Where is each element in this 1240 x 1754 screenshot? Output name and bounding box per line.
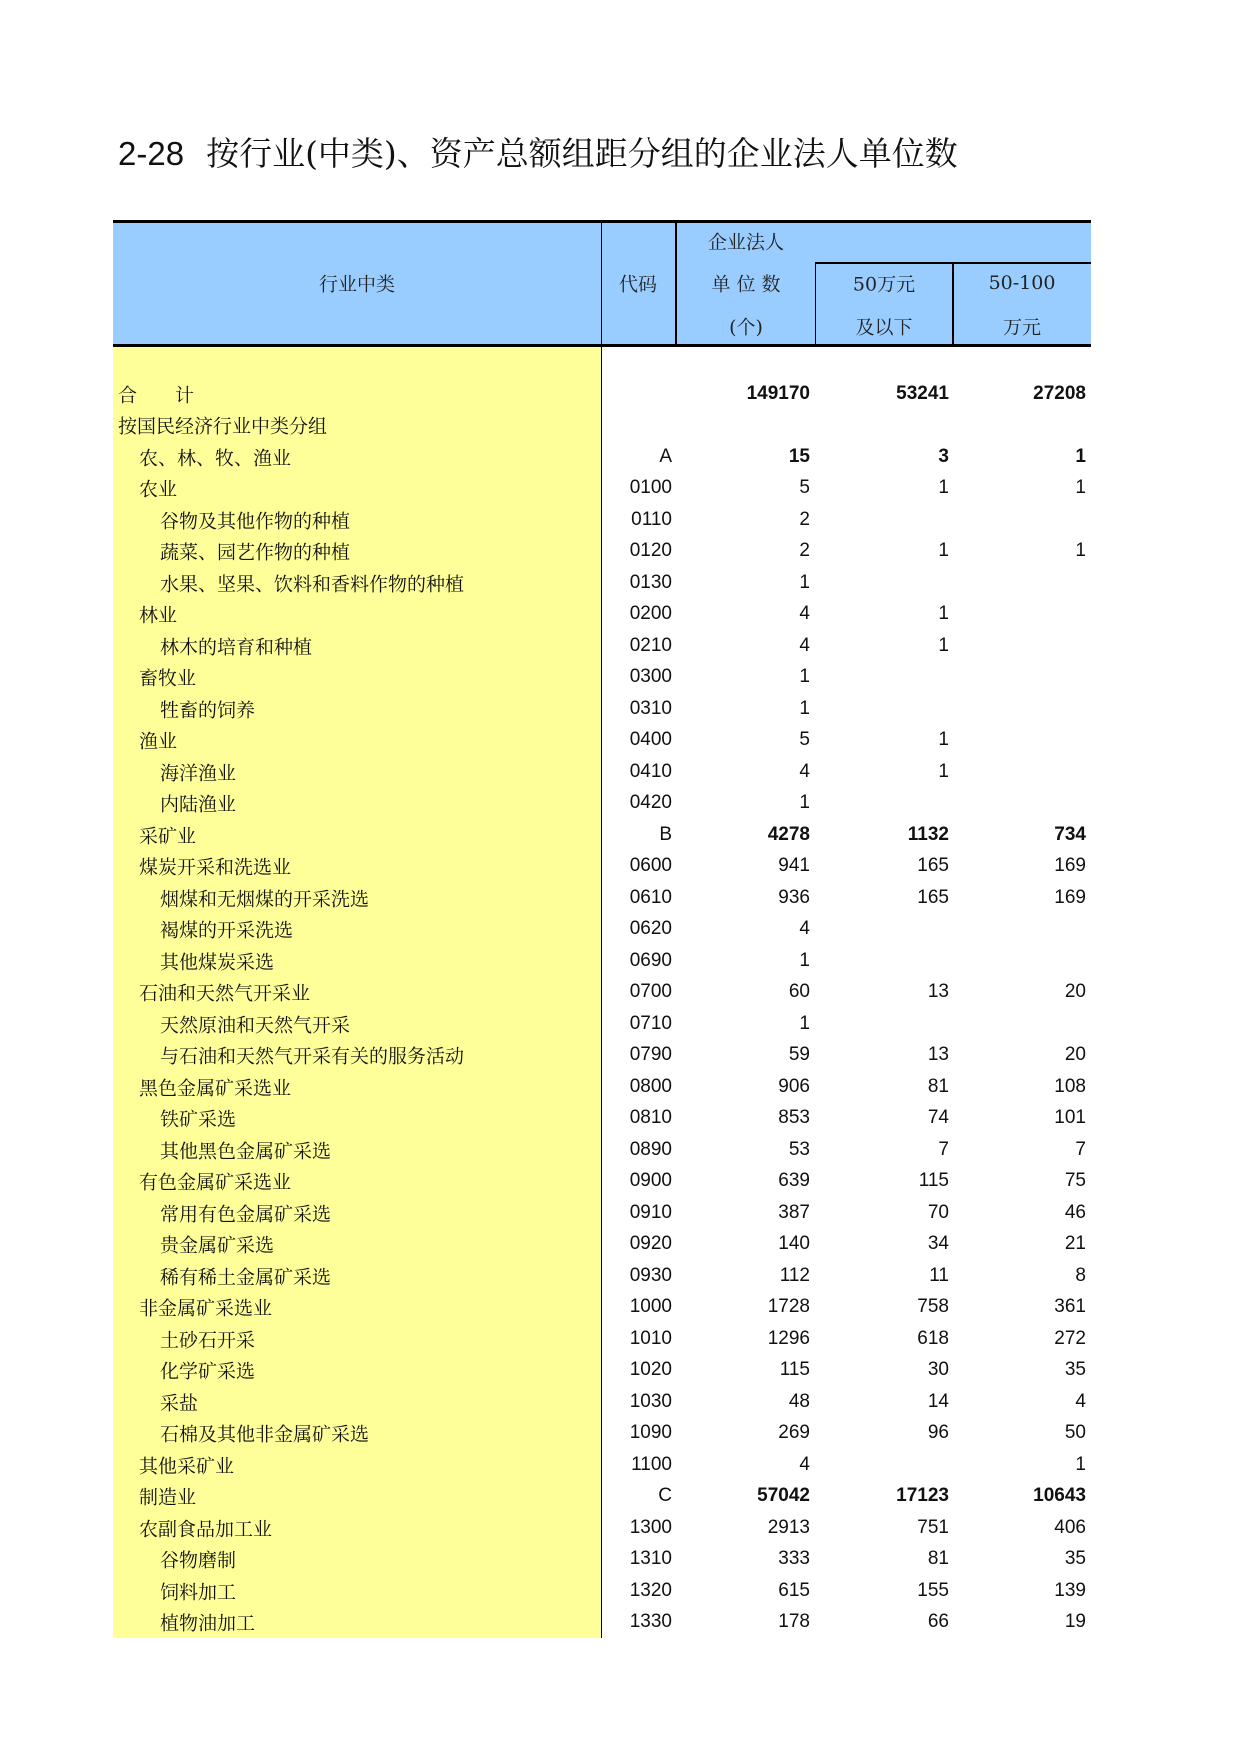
industry-code: 0130 [629,571,672,593]
count-50-100: 19 [1064,1611,1086,1633]
table-row [113,1103,1091,1135]
count-under-50: 70 [927,1201,949,1223]
industry-code: 0620 [629,918,672,940]
total-count: 15 [788,445,810,467]
total-count: 112 [779,1264,810,1286]
count-under-50: 7 [938,1138,949,1160]
total-count: 1 [799,571,810,593]
divider-col2-col3 [952,263,954,347]
total-count: 1 [799,949,810,971]
table-number: 2-28 [118,135,185,172]
table-row [113,410,1091,442]
industry-name: 采盐 [160,1392,199,1415]
count-under-50: 618 [917,1327,949,1349]
total-count: 2913 [767,1516,810,1538]
table-row [113,1481,1091,1513]
divider-total-col2 [815,263,816,347]
count-50-100: 101 [1054,1107,1086,1129]
count-under-50: 34 [927,1233,949,1255]
table-row [113,1575,1091,1607]
table-row [113,1260,1091,1292]
industry-code: 1000 [629,1296,672,1318]
header-total-line1: 企业法人 [707,231,785,254]
table-row [113,1323,1091,1355]
divider-subheader [815,262,1091,264]
industry-code: 1090 [629,1422,672,1444]
count-under-50: 165 [917,855,949,877]
industry-code: 0910 [629,1201,672,1223]
industry-code: 1100 [631,1453,672,1475]
count-50-100: 1 [1075,477,1086,499]
industry-name: 土砂石开采 [160,1329,256,1352]
count-under-50: 751 [917,1516,949,1538]
count-50-100: 1 [1075,540,1086,562]
industry-name: 烟煤和无烟煤的开采洗选 [160,888,370,911]
table-row [113,788,1091,820]
table-row [113,1197,1091,1229]
count-50-100: 27208 [1033,382,1086,404]
count-50-100: 8 [1075,1264,1086,1286]
count-under-50: 96 [927,1422,949,1444]
industry-name: 其他煤炭采选 [160,951,275,974]
industry-name: 贵金属矿采选 [160,1234,275,1257]
total-count: 333 [778,1548,810,1570]
total-count: 57042 [757,1485,810,1507]
industry-code: 1320 [629,1579,672,1601]
count-under-50: 14 [927,1390,949,1412]
count-50-100: 169 [1054,886,1086,908]
industry-name: 采矿业 [139,825,197,848]
count-under-50: 758 [917,1296,949,1318]
table-row [113,1355,1091,1387]
header-col3-line2: 万元 [1002,316,1042,339]
count-under-50: 3 [938,445,949,467]
total-count: 853 [778,1107,810,1129]
table-row [113,473,1091,505]
table-row [113,1292,1091,1324]
industry-code: 0700 [629,981,672,1003]
table-row [113,1166,1091,1198]
industry-name: 石油和天然气开采业 [139,982,311,1005]
total-count: 4 [799,634,810,656]
total-count: 639 [778,1170,810,1192]
table-row [113,378,1091,410]
count-50-100: 4 [1075,1390,1086,1412]
industry-name: 水果、坚果、饮料和香料作物的种植 [160,573,465,596]
industry-code: 0420 [629,792,672,814]
industry-code: 0210 [629,634,672,656]
industry-name: 内陆渔业 [160,793,237,816]
count-under-50: 13 [927,981,949,1003]
industry-name: 林业 [139,604,178,627]
count-50-100: 35 [1064,1548,1086,1570]
industry-code: 0890 [629,1138,672,1160]
industry-name: 制造业 [139,1486,197,1509]
total-count: 60 [788,981,810,1003]
table-row [113,1512,1091,1544]
total-count: 53 [788,1138,810,1160]
industry-code: 1330 [629,1611,672,1633]
total-count: 4 [799,603,810,625]
industry-name: 黑色金属矿采选业 [139,1077,292,1100]
table-row [113,945,1091,977]
count-under-50: 66 [927,1611,949,1633]
industry-code: 0920 [629,1233,672,1255]
count-under-50: 74 [927,1107,949,1129]
table-row [113,1386,1091,1418]
industry-name: 铁矿采选 [160,1108,237,1131]
table-row [113,1071,1091,1103]
count-50-100: 108 [1054,1075,1086,1097]
table-title-text: 按行业(中类)、资产总额组距分组的企业法人单位数 [206,134,958,173]
count-50-100: 35 [1064,1359,1086,1381]
count-under-50: 1 [938,540,949,562]
industry-name: 蔬菜、园艺作物的种植 [160,541,351,564]
table-row [113,882,1091,914]
industry-code: 0310 [629,697,672,719]
total-count: 4 [799,760,810,782]
count-under-50: 155 [917,1579,949,1601]
total-count: 615 [778,1579,810,1601]
table-row [113,1229,1091,1261]
industry-code: 0810 [629,1107,672,1129]
industry-code: 1030 [629,1390,672,1412]
table-row [113,1040,1091,1072]
table-row [113,725,1091,757]
total-count: 5 [799,477,810,499]
industry-name: 谷物磨制 [160,1549,237,1572]
total-count: 149170 [746,382,810,404]
industry-name: 非金属矿采选业 [139,1297,273,1320]
count-50-100: 272 [1054,1327,1086,1349]
industry-code: 0690 [629,949,672,971]
count-under-50: 13 [927,1044,949,1066]
table-row [113,662,1091,694]
table-header [113,220,1091,347]
count-under-50: 1 [938,729,949,751]
industry-code: 0410 [629,760,672,782]
total-count: 5 [799,729,810,751]
table-row [113,693,1091,725]
total-count: 1 [799,792,810,814]
industry-code: A [659,445,672,467]
industry-name: 农业 [139,478,178,501]
header-col2-line2: 及以下 [855,316,913,339]
industry-name: 常用有色金属矿采选 [160,1203,332,1226]
header-code: 代码 [618,273,658,296]
table-row [113,1134,1091,1166]
industry-name: 石棉及其他非金属矿采选 [160,1423,370,1446]
page-title [118,128,958,175]
header-total-line2: 单 位 数 [711,273,781,296]
count-under-50: 165 [917,886,949,908]
industry-code: 0110 [631,508,672,530]
header-industry: 行业中类 [318,273,396,296]
count-50-100: 10643 [1033,1485,1086,1507]
industry-code: 1010 [629,1327,672,1349]
industry-name: 林木的培育和种植 [160,636,313,659]
industry-name: 稀有稀土金属矿采选 [160,1266,332,1289]
total-count: 2 [799,508,810,530]
industry-name: 海洋渔业 [160,762,237,785]
industry-code: 0800 [629,1075,672,1097]
table-row [113,1544,1091,1576]
industry-name: 其他采矿业 [139,1455,235,1478]
header-total-line3: (个) [729,316,763,339]
total-count: 115 [779,1359,810,1381]
industry-name: 农副食品加工业 [139,1518,273,1541]
industry-code: 0200 [629,603,672,625]
industry-code: 0710 [629,1012,672,1034]
count-50-100: 734 [1054,823,1086,845]
industry-name: 牲畜的饲养 [160,699,256,722]
count-50-100: 169 [1054,855,1086,877]
industry-name: 农、林、牧、渔业 [139,447,292,470]
count-50-100: 406 [1054,1516,1086,1538]
count-50-100: 50 [1064,1422,1086,1444]
count-under-50: 81 [927,1075,949,1097]
total-count: 4 [799,918,810,940]
table-row [113,504,1091,536]
total-count: 59 [788,1044,810,1066]
count-under-50: 1 [938,477,949,499]
count-under-50: 30 [927,1359,949,1381]
industry-name: 煤炭开采和洗选业 [139,856,292,879]
count-50-100: 1 [1075,445,1086,467]
total-count: 2 [799,540,810,562]
industry-code: 0300 [629,666,672,688]
industry-code: 1020 [629,1359,672,1381]
industry-code: 0600 [629,855,672,877]
industry-code: 1310 [629,1548,672,1570]
industry-name: 植物油加工 [160,1612,256,1635]
industry-name: 化学矿采选 [160,1360,256,1383]
count-under-50: 1 [938,634,949,656]
industry-name: 褐煤的开采洗选 [160,919,294,942]
industry-name: 合 计 [118,384,195,407]
table-row [113,1449,1091,1481]
total-count: 178 [778,1611,810,1633]
count-under-50: 17123 [896,1485,949,1507]
table-row [113,441,1091,473]
table-row [113,977,1091,1009]
industry-name: 按国民经济行业中类分组 [118,415,328,438]
count-50-100: 75 [1064,1170,1086,1192]
industry-name: 谷物及其他作物的种植 [160,510,351,533]
count-50-100: 20 [1064,981,1086,1003]
table-row [113,630,1091,662]
industry-code: 0900 [629,1170,672,1192]
industry-code: 0610 [629,886,672,908]
total-count: 1728 [767,1296,810,1318]
industry-code: 1300 [629,1516,672,1538]
table-row [113,1607,1091,1639]
total-count: 941 [778,855,810,877]
industry-code: 0930 [629,1264,672,1286]
industry-name: 与石油和天然气开采有关的服务活动 [160,1045,465,1068]
total-count: 4 [799,1453,810,1475]
table-row [113,819,1091,851]
count-under-50: 53241 [896,382,949,404]
total-count: 1 [799,697,810,719]
industry-code: 0120 [629,540,672,562]
total-count: 906 [778,1075,810,1097]
total-count: 4278 [767,823,810,845]
count-50-100: 361 [1054,1296,1086,1318]
total-count: 269 [778,1422,810,1444]
header-col3-line1: 50-100 [988,272,1056,294]
industry-code: B [659,823,672,845]
total-count: 1 [799,1012,810,1034]
table-row [113,536,1091,568]
count-50-100: 139 [1054,1579,1086,1601]
industry-name: 畜牧业 [139,667,197,690]
table-row [113,599,1091,631]
total-count: 1296 [767,1327,810,1349]
count-under-50: 11 [929,1264,949,1286]
industry-name: 其他黑色金属矿采选 [160,1140,332,1163]
total-count: 387 [778,1201,810,1223]
count-under-50: 1132 [907,823,949,845]
industry-code: 0400 [629,729,672,751]
industry-code: 0790 [629,1044,672,1066]
total-count: 140 [778,1233,810,1255]
industry-name: 渔业 [139,730,178,753]
count-50-100: 20 [1064,1044,1086,1066]
header-col2-line1: 50万元 [852,273,916,296]
industry-code: 0100 [629,477,672,499]
divider-code-total [675,220,677,347]
count-under-50: 1 [938,603,949,625]
count-50-100: 46 [1064,1201,1086,1223]
count-under-50: 115 [918,1170,949,1192]
count-50-100: 21 [1064,1233,1086,1255]
industry-name: 饲料加工 [160,1581,237,1604]
count-50-100: 7 [1075,1138,1086,1160]
industry-code: C [658,1485,672,1507]
industry-name: 有色金属矿采选业 [139,1171,292,1194]
table-row [113,756,1091,788]
table-row [113,1418,1091,1450]
table-row [113,851,1091,883]
total-count: 48 [788,1390,810,1412]
total-count: 1 [799,666,810,688]
table-row [113,914,1091,946]
table-row [113,1008,1091,1040]
count-under-50: 81 [927,1548,949,1570]
table-row [113,567,1091,599]
count-under-50: 1 [938,760,949,782]
count-50-100: 1 [1075,1453,1086,1475]
total-count: 936 [778,886,810,908]
industry-name: 天然原油和天然气开采 [160,1014,351,1037]
